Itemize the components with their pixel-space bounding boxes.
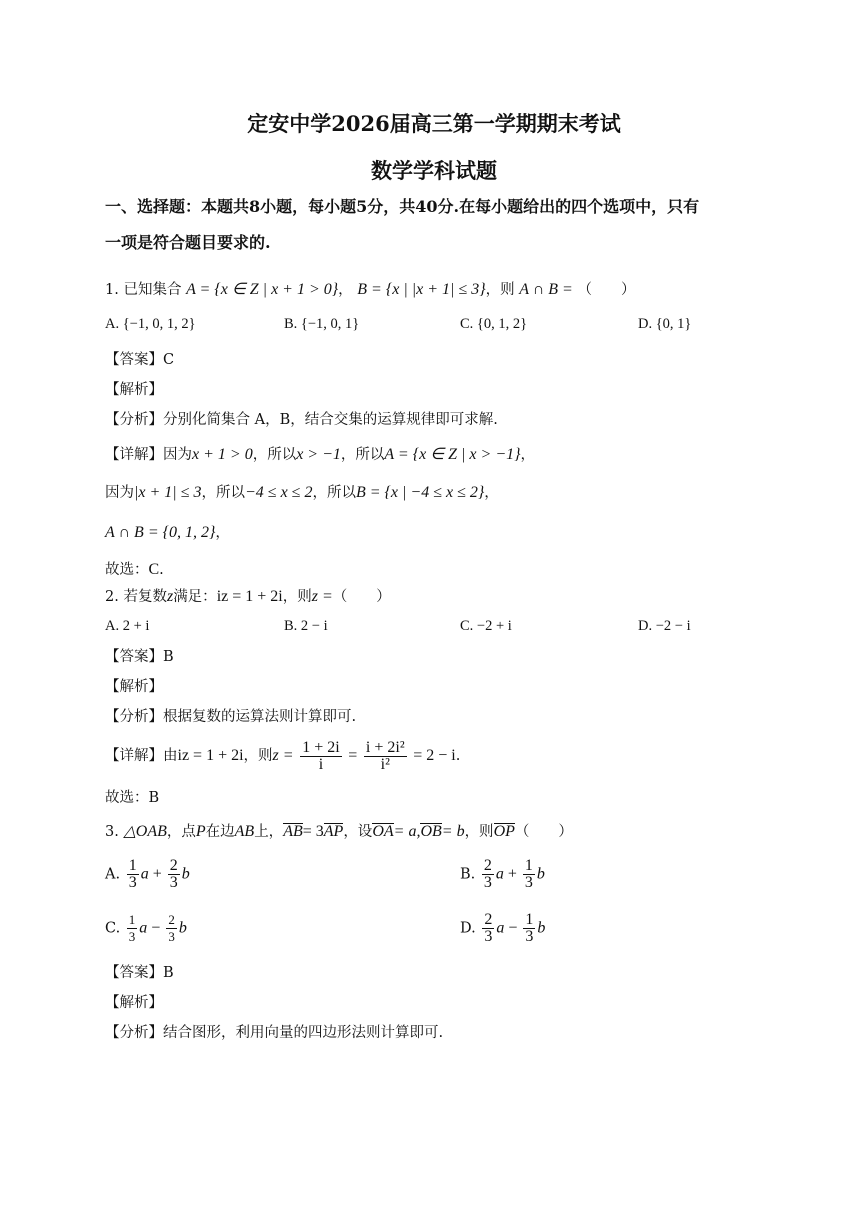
section-heading-line1: 一、选择题：本题共8小题，每小题5分，共40分.在每小题给出的四个选项中，只有 — [105, 197, 700, 216]
exam-subtitle: 数学学科试题 — [371, 158, 497, 183]
section-heading-line2: 一项是符合题目要求的. — [105, 233, 271, 252]
q2-dc: ，则 — [243, 748, 273, 764]
q3-opt-b-label: B. — [460, 866, 476, 883]
q1-sep: ， — [338, 282, 353, 298]
q1-d2c: ，所以 — [201, 485, 245, 501]
q3-d-frac2: $\frac{1}{3}$ — [525, 911, 534, 945]
q1-choose-label: 故选： — [105, 562, 149, 578]
exam-title: 定安中学2026届高三第一学期期末考试 — [247, 111, 621, 136]
q3-a-frac2: $\frac{2}{3}$ — [169, 857, 178, 891]
q3-option-c: C. $\frac{1}{3}$ a − $\frac{2}{3}$ b — [105, 912, 187, 944]
q1-d1b: x + 1 > 0 — [192, 446, 253, 463]
q3-paren: （ ） — [514, 824, 573, 840]
q2-jiexi: 【解析】 — [105, 679, 163, 695]
q3-opt-c-label: C. — [105, 920, 121, 937]
q3-t3: 上， — [254, 824, 284, 840]
q1-d2f: B = {x | −4 ≤ x ≤ 2} — [355, 484, 485, 501]
q1-d2b: |x + 1| ≤ 3 — [134, 484, 202, 501]
q2-eq1: = — [348, 747, 358, 764]
q1-option-d: D. {0, 1} — [638, 316, 692, 332]
q1-number: 1. 已知集合 — [105, 282, 182, 298]
q1-detail-line3 — [105, 523, 230, 543]
q2-frac2-den: i² — [380, 755, 390, 773]
q3-opt-a-label: A. — [105, 866, 121, 883]
q3-opt-d-label: D. — [460, 920, 476, 937]
q1-detail-line1 — [105, 445, 535, 465]
q2-ask: ，则 — [282, 589, 312, 605]
q1-choose-end: . — [159, 562, 164, 578]
q3-t5: ，则 — [464, 824, 494, 840]
q3-b-frac1: $\frac{2}{3}$ — [483, 857, 492, 891]
q1-d1d: x > −1 — [296, 446, 341, 463]
q3-jiexi: 【解析】 — [105, 995, 163, 1011]
q1-set-a: A = {x ∈ Z | x + 1 > 0} — [186, 281, 339, 298]
q3-t1: ，点 — [166, 824, 196, 840]
q2-option-c: C. −2 + i — [460, 618, 512, 634]
q3-eq3: = 3 — [302, 823, 324, 840]
q1-d3: A ∩ B = {0, 1, 2} — [105, 524, 216, 541]
q2-number: 2. 若复数 — [105, 589, 167, 605]
q2-fraction-1 — [300, 740, 341, 773]
q1-d1g: ， — [520, 447, 536, 463]
q3-answer: 【答案】B — [105, 965, 174, 981]
q3-option-b: B. $\frac{2}{3}$ a + $\frac{1}{3}$ b — [460, 857, 545, 891]
q3-vector-ab: AB — [283, 823, 303, 840]
q1-ask: ，则 — [485, 282, 515, 298]
q1-expr: A ∩ B = — [519, 281, 573, 298]
q3-vector-op: OP — [493, 823, 515, 840]
q1-detail-line2 — [105, 483, 499, 503]
q3-t4: ，设 — [343, 824, 373, 840]
q3-point-p: P — [195, 823, 206, 840]
q1-choose — [105, 560, 164, 580]
question-2-stem — [105, 587, 391, 607]
q2-dz: z = — [272, 747, 294, 764]
q2-db: iz = 1 + 2i — [177, 747, 244, 764]
q2-option-d: D. −2 − i — [638, 618, 691, 634]
q1-jiexi: 【解析】 — [105, 382, 163, 398]
q2-detail — [105, 736, 460, 776]
q3-vector-oa: OA — [372, 823, 394, 840]
q1-analysis: 【分析】分别化简集合 A，B，结合交集的运算规律即可求解. — [105, 412, 498, 428]
q2-analysis: 【分析】根据复数的运算法则计算即可. — [105, 709, 357, 725]
q3-c-frac2: $\frac{2}{3}$ — [168, 912, 175, 944]
q3-triangle: △OAB — [123, 823, 167, 840]
q1-d2d: −4 ≤ x ≤ 2 — [244, 484, 313, 501]
q1-d2g: ， — [484, 485, 499, 501]
q3-a-frac1: $\frac{1}{3}$ — [128, 857, 137, 891]
q1-option-c: C. {0, 1, 2} — [460, 316, 528, 332]
q1-option-b: B. {−1, 0, 1} — [284, 316, 360, 332]
q3-d-frac1: $\frac{2}{3}$ — [484, 911, 493, 945]
q2-dend: . — [455, 748, 461, 764]
q1-d2a: 因为 — [105, 485, 134, 501]
q2-option-a: A. 2 + i — [105, 618, 150, 634]
q1-d1a: 【详解】因为 — [105, 447, 192, 463]
q1-d1f: A = {x ∈ Z | x > −1} — [384, 446, 521, 463]
q2-da: 【详解】由 — [105, 748, 178, 764]
q1-paren: （ ） — [577, 282, 636, 298]
q2-eq: iz = 1 + 2i — [216, 588, 283, 605]
q3-b-frac2: $\frac{1}{3}$ — [524, 857, 533, 891]
q3-vector-ap: AP — [323, 823, 344, 840]
q3-option-a: A. $\frac{1}{3}$ a + $\frac{2}{3}$ b — [105, 857, 190, 891]
q1-d3g: ， — [215, 525, 230, 541]
q1-d2e: ，所以 — [312, 485, 356, 501]
q3-edge-ab: AB — [234, 823, 255, 840]
q3-eq-b: = b — [441, 823, 465, 840]
q3-number: 3. — [105, 824, 124, 840]
q1-choose-value: C — [148, 561, 160, 578]
q3-t2: 在边 — [205, 824, 235, 840]
question-1-stem — [105, 280, 635, 300]
q2-result: = 2 − i — [413, 747, 456, 764]
question-3-stem — [105, 822, 573, 842]
q2-choose: 故选：B — [105, 790, 160, 806]
q2-frac1-den: i — [318, 755, 324, 773]
q2-frac1-num: 1 + 2i — [302, 738, 340, 756]
q1-d1c: ，所以 — [252, 447, 297, 463]
q2-answer: 【答案】B — [105, 649, 174, 665]
q2-mid: 满足： — [173, 589, 217, 605]
q3-vector-ob: OB — [420, 823, 442, 840]
q2-expr: z = — [311, 588, 333, 605]
q2-frac2-num: i + 2i² — [365, 738, 405, 756]
q2-paren: （ ） — [332, 589, 391, 605]
q2-option-b: B. 2 − i — [284, 618, 328, 634]
q2-fraction-2 — [364, 740, 407, 773]
q2-z: z — [166, 588, 174, 605]
q1-set-b: B = {x | |x + 1| ≤ 3} — [357, 281, 486, 298]
q1-option-a: A. {−1, 0, 1, 2} — [105, 316, 196, 332]
q1-d1e: ，所以 — [340, 447, 385, 463]
q3-option-d: D. $\frac{2}{3}$ a − $\frac{1}{3}$ b — [460, 911, 546, 945]
q3-c-frac1: $\frac{1}{3}$ — [128, 912, 136, 944]
q1-answer: 【答案】C — [105, 352, 175, 368]
q3-eq-a: = a, — [393, 823, 421, 840]
q3-analysis: 【分析】结合图形，利用向量的四边形法则计算即可. — [105, 1025, 444, 1041]
